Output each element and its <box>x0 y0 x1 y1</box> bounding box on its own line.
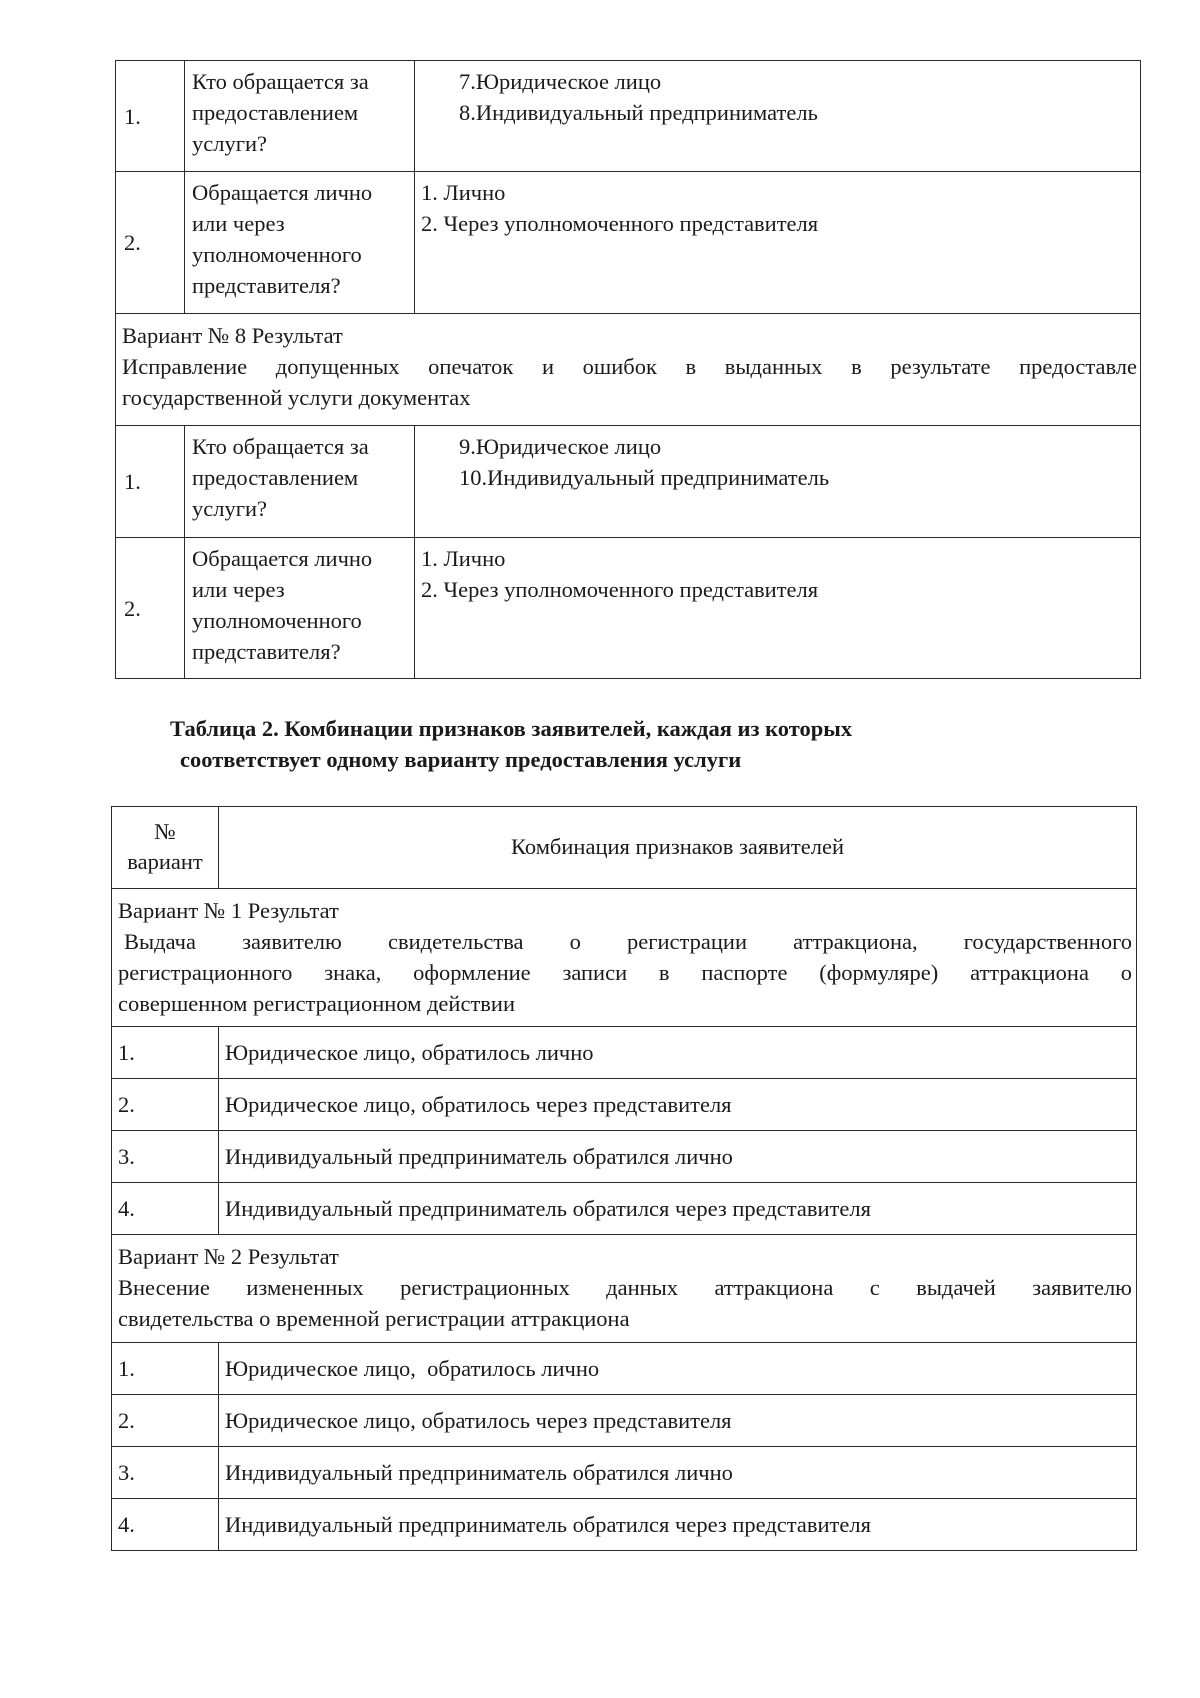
row-number: 4. <box>112 1499 219 1551</box>
header-variant-number <box>112 807 219 889</box>
variant-description: совершенном регистрационном действии <box>118 991 515 1016</box>
answer-cell <box>415 61 1141 172</box>
table-header-row <box>112 807 1137 889</box>
answer-option: 2. Через уполномоченного представителя <box>421 577 819 602</box>
table-row <box>112 1499 1137 1551</box>
question-line: услуги? <box>192 131 267 156</box>
row-number: 3. <box>112 1131 219 1183</box>
row-number: 2. <box>116 172 185 314</box>
variant-row <box>116 314 1141 426</box>
answer-cell <box>415 172 1141 314</box>
row-combination: Юридическое лицо, обратилось через представителя <box>219 1395 1137 1447</box>
header-num-label: вариант <box>127 849 203 874</box>
question-line: предоставлением <box>192 465 359 490</box>
answer-option: 10.Индивидуальный предприниматель <box>459 465 830 490</box>
combinations-table <box>111 806 1137 1551</box>
table-row <box>112 1183 1137 1235</box>
question-line: или через <box>192 211 285 236</box>
table-row <box>116 538 1141 679</box>
row-combination: Индивидуальный предприниматель обратился лично <box>219 1447 1137 1499</box>
variant-description: Внесение измененных регистрационных данных аттракциона с выдачей заявителю <box>118 1275 1132 1300</box>
table-row <box>112 1395 1137 1447</box>
question-cell <box>185 426 415 538</box>
row-combination: Индивидуальный предприниматель обратился лично <box>219 1131 1137 1183</box>
question-cell <box>185 172 415 314</box>
row-number: 4. <box>112 1183 219 1235</box>
header-title: Комбинация признаков заявителей <box>219 807 1137 889</box>
caption-line: соответствует одному варианту предоставления услуги <box>180 747 742 772</box>
variant-description: Выдача заявителю свидетельства о регистрации аттракциона, государственного <box>124 929 1132 954</box>
row-combination: Юридическое лицо, обратилось лично <box>219 1027 1137 1079</box>
answer-cell <box>415 426 1141 538</box>
answer-cell <box>415 538 1141 679</box>
row-number: 1. <box>112 1027 219 1079</box>
variant-description: свидетельства о временной регистрации аттракциона <box>118 1306 630 1331</box>
table-row <box>112 1343 1137 1395</box>
variant-2-result <box>112 1235 1137 1343</box>
variant-1-result <box>112 889 1137 1027</box>
variant-description: Исправление допущенных опечаток и ошибок в выданных в результате предоставле <box>122 354 1137 379</box>
caption-line: Таблица 2. Комбинации признаков заявителей, каждая из которых <box>170 716 853 741</box>
row-combination: Индивидуальный предприниматель обратился через представителя <box>219 1183 1137 1235</box>
row-number: 2. <box>116 538 185 679</box>
row-combination: Юридическое лицо, обратилось лично <box>219 1343 1137 1395</box>
question-line: или через <box>192 577 285 602</box>
criteria-table <box>115 60 1141 679</box>
table-row <box>112 1131 1137 1183</box>
answer-option: 7.Юридическое лицо <box>459 69 662 94</box>
question-line: уполномоченного <box>192 608 362 633</box>
variant-title: Вариант № 1 Результат <box>118 898 339 923</box>
answer-option: 8.Индивидуальный предприниматель <box>459 100 818 125</box>
question-cell <box>185 61 415 172</box>
question-line: предоставлением <box>192 100 359 125</box>
question-line: Обращается лично <box>192 546 373 571</box>
table-caption <box>170 713 1070 775</box>
question-cell <box>185 538 415 679</box>
row-number: 3. <box>112 1447 219 1499</box>
row-number: 1. <box>112 1343 219 1395</box>
question-line: услуги? <box>192 496 267 521</box>
answer-option: 2. Через уполномоченного представителя <box>421 211 819 236</box>
question-line: Обращается лично <box>192 180 373 205</box>
variant-row <box>112 1235 1137 1343</box>
variant-8-result <box>116 314 1141 426</box>
answer-option: 1. Лично <box>421 180 506 205</box>
variant-description: государственной услуги документах <box>122 385 471 410</box>
row-number: 2. <box>112 1395 219 1447</box>
row-number: 1. <box>116 426 185 538</box>
question-line: представителя? <box>192 639 341 664</box>
row-number: 1. <box>116 61 185 172</box>
answer-option: 9.Юридическое лицо <box>459 434 662 459</box>
question-line: представителя? <box>192 273 341 298</box>
row-combination: Индивидуальный предприниматель обратился через представителя <box>219 1499 1137 1551</box>
row-combination: Юридическое лицо, обратилось через представителя <box>219 1079 1137 1131</box>
table-row <box>116 426 1141 538</box>
variant-description: регистрационного знака, оформление записи в паспорте (формуляре) аттракциона о <box>118 960 1132 985</box>
variant-title: Вариант № 8 Результат <box>122 323 343 348</box>
question-line: уполномоченного <box>192 242 362 267</box>
variant-row <box>112 889 1137 1027</box>
table-row <box>112 1027 1137 1079</box>
table-row <box>116 61 1141 172</box>
variant-title: Вариант № 2 Результат <box>118 1244 339 1269</box>
answer-option: 1. Лично <box>421 546 506 571</box>
header-num-symbol: № <box>154 819 176 844</box>
table-row <box>116 172 1141 314</box>
question-line: Кто обращается за <box>192 69 369 94</box>
table-row <box>112 1079 1137 1131</box>
table-row <box>112 1447 1137 1499</box>
row-number: 2. <box>112 1079 219 1131</box>
question-line: Кто обращается за <box>192 434 369 459</box>
